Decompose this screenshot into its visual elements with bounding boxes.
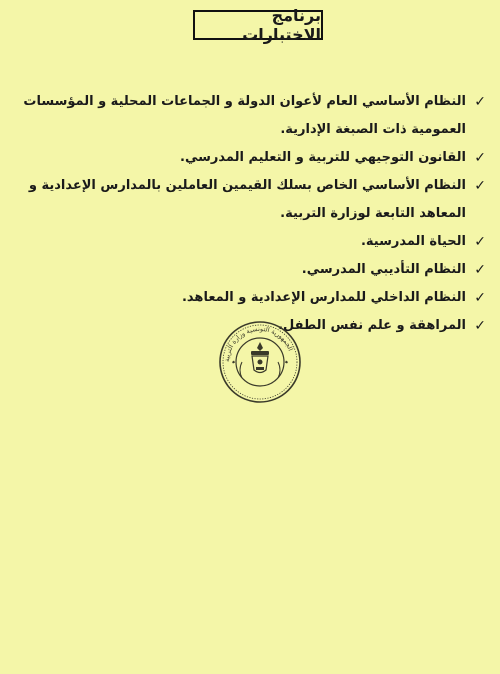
exam-topics-list	[8, 88, 486, 340]
check-icon: ✓	[474, 234, 486, 250]
check-icon: ✓	[474, 290, 486, 306]
list-item	[8, 172, 486, 228]
list-item	[8, 88, 486, 144]
list-item-text: النظام التأديبي المدرسي.	[301, 262, 466, 277]
list-item	[8, 228, 486, 256]
check-icon: ✓	[474, 150, 486, 166]
list-item-text: النظام الداخلي للمدارس الإعدادية و المعاهد.	[181, 290, 466, 305]
seal-ring-text: الجمهورية التونسية وزارة التربية	[222, 324, 295, 363]
list-item-text: القانون التوجيهي للتربية و التعليم المدرسي.	[180, 150, 466, 165]
list-item-text: المراهقة و علم نفس الطفل.	[278, 318, 466, 333]
check-icon: ✓	[474, 178, 486, 194]
check-icon: ✓	[474, 262, 486, 278]
official-seal-stamp	[218, 320, 302, 404]
list-item-text: النظام الأساسي العام لأعوان الدولة و الجماعات المحلية و المؤسسات العمومية ذات الصبغة الإدارية.	[23, 94, 466, 137]
list-item	[8, 144, 486, 172]
list-item-text: النظام الأساسي الخاص بسلك القيمين العاملين بالمدارس الإعدادية و المعاهد التابعة لوزارة التربية.	[28, 178, 466, 221]
page-title	[193, 6, 323, 44]
list-item-text: الحياة المدرسية.	[360, 234, 466, 249]
list-item	[8, 284, 486, 312]
list-item	[8, 256, 486, 284]
check-icon: ✓	[474, 94, 486, 110]
page-title-text: برنامج الاختبارات	[242, 6, 321, 44]
check-icon: ✓	[474, 318, 486, 334]
